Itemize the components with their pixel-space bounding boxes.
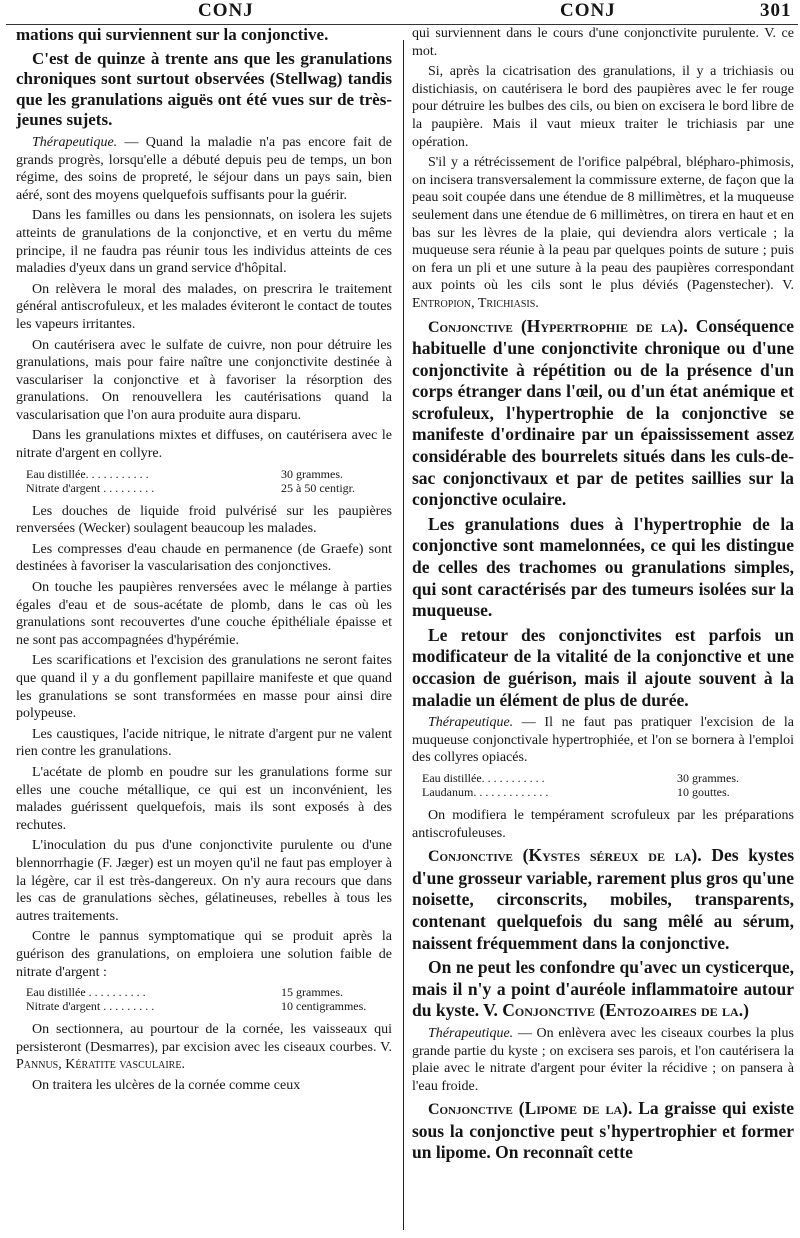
page-number: 301 bbox=[760, 0, 792, 21]
quantity: 15 grammes. bbox=[281, 985, 343, 1000]
entry-subtitle: (Kystes séreux de la). bbox=[512, 845, 702, 866]
paragraph: On modifiera le tempérament scrofuleux par les préparations antiscrofuleuses. bbox=[412, 807, 794, 841]
prescription-row bbox=[16, 467, 392, 481]
paragraph: Contre le pannus symptomatique qui se produit après la guérison des granulations, on emploiera une solution faible de nitrate d'argent : bbox=[16, 929, 392, 980]
ingredient: Eau distillée . . . . . . . . . . bbox=[26, 985, 146, 1000]
entry-hypertrophie bbox=[412, 316, 794, 511]
paragraph: Les caustiques, l'acide nitrique, le nitrate d'argent pur ne valent rien contre les granulations. bbox=[16, 726, 392, 760]
section-label: Thérapeutique. bbox=[428, 715, 514, 731]
paragraph: Les granulations dues à l'hypertrophie de la conjonctive sont mamelonnées, ce qui les distingue de celles des trachomes ou granulations simples, qui sont caractérisés par des tumeurs isolées sur la muqueuse. bbox=[412, 513, 794, 621]
paragraph: On cautérisera avec le sulfate de cuivre, non pour détruire les granulations, mais pour faire naître une conjonctivite destinée à vasculariser la conjonctive et à favoriser la résorption des granulations. On renouvellera les cautérisations quand la vascularisation que l'on aura produite aura disparu. bbox=[16, 337, 392, 423]
prescription-row bbox=[16, 999, 392, 1013]
running-head-left: CONJ bbox=[198, 0, 254, 21]
paragraph bbox=[16, 1021, 392, 1074]
quantity: 30 grammes. bbox=[281, 466, 343, 481]
prescription bbox=[16, 467, 392, 495]
prescription-row bbox=[412, 771, 794, 785]
prescription-row bbox=[16, 481, 392, 495]
paragraph-text: On ne peut les confondre qu'avec un cysticerque, mais il n'y a point d'auréole inflammatoire autour du kyste. V. bbox=[412, 957, 794, 1021]
paragraph bbox=[16, 134, 392, 204]
section-label: Thérapeutique. bbox=[32, 134, 118, 150]
running-head-center: CONJ bbox=[560, 0, 616, 21]
ingredient: Laudanum. . . . . . . . . . . . . bbox=[422, 784, 549, 799]
cross-reference: Pannus, Kératite vasculaire. bbox=[16, 1057, 185, 1073]
paragraph: Le retour des conjonctivites est parfois un modificateur de la vitalité de la conjonctive et une occasion de guérison, mais il ajoute souvent à la maladie un élément de plus de durée. bbox=[412, 624, 794, 710]
paragraph: On relèvera le moral des malades, on prescrira le traitement général antiscrofuleux, et les malades éviteront le contact de toutes les vapeurs irritantes. bbox=[16, 281, 392, 332]
entry-headword: Conjonctive bbox=[428, 1101, 513, 1119]
paragraph bbox=[412, 154, 794, 312]
paragraph: qui surviennent dans le cours d'une conjonctivite purulente. V. ce mot. bbox=[412, 26, 794, 59]
quantity: 10 centigrammes. bbox=[281, 999, 367, 1014]
ingredient: Nitrate d'argent . . . . . . . . . bbox=[26, 999, 155, 1014]
quantity: 10 gouttes. bbox=[677, 784, 730, 799]
cross-reference: Conjonctive (Entozoaires de la.) bbox=[502, 1000, 749, 1021]
paragraph: On touche les paupières renversées avec le mélange à parties égales d'eau et de sous-acétate de plomb, dans le cas où les granulations sont recouvertes d'une couche épithéliale épaisse et ne sont pas accompagnées d'hypérémie. bbox=[16, 580, 392, 648]
entry-subtitle: (Lipome de la). bbox=[512, 1098, 633, 1119]
entry-kystes bbox=[412, 845, 794, 954]
paragraph: Si, après la cicatrisation des granulations, il y a trichiasis ou distichiasis, on cautérisera le bord des paupières avec le fer rouge pour détruire les bulbes des cils, ou bien on excisera le bord libre de la paupière. Mais il vaut mieux traiter le trichiasis par une opération. bbox=[412, 64, 794, 150]
prescription-row bbox=[412, 785, 794, 799]
ingredient: Nitrate d'argent . . . . . . . . . bbox=[26, 480, 155, 495]
quantity: 25 à 50 centigr. bbox=[281, 480, 355, 495]
paragraph-text: — Il ne faut pas pratiquer l'excision de la muqueuse conjonctivale hypertrophiée, et l'on se bornera à l'emploi des collyres opiacés. bbox=[412, 715, 794, 766]
paragraph-text: On sectionnera, au pourtour de la cornée, les vaisseaux qui persisteront (Desmarres), par excision avec les ciseaux courbes. V. bbox=[16, 1022, 392, 1055]
paragraph: L'acétate de plomb en poudre sur les granulations forme sur elles une couche métallique, ce qui est un inconvénient, les malades guérissent quelquefois, mais ils sont exposés à des rechutes. bbox=[16, 764, 392, 833]
quantity: 30 grammes. bbox=[677, 770, 739, 785]
paragraph: Dans les granulations mixtes et diffuses, on cautérisera avec le nitrate d'argent en collyre. bbox=[16, 428, 392, 462]
paragraph: On traitera les ulcères de la cornée comme ceux bbox=[32, 1077, 301, 1093]
paragraph bbox=[412, 1025, 794, 1095]
right-column bbox=[412, 25, 794, 1164]
left-column bbox=[16, 25, 392, 1094]
entry-text: Conséquence habituelle d'une conjonctivite chronique ou d'une conjonctivite à répétition ou de la présence d'un corps étranger dans l'œil, ou d'un état anémique et scrofuleux, l'hypertrophie de la conjonctive se manifeste d'ordinaire par un épaississement assez considérable des bourrelets situés dans les culs-de-sac conjonctivaux et par de petites saillies sur la conjonctive oculaire. bbox=[412, 315, 794, 510]
entry-lipome bbox=[412, 1098, 794, 1164]
paragraph bbox=[412, 714, 794, 767]
entry-headword: Conjonctive bbox=[428, 318, 513, 336]
ingredient: Eau distillée. . . . . . . . . . . bbox=[26, 466, 149, 481]
paragraph-text: S'il y a rétrécissement de l'orifice palpébral, blépharo-phimosis, on incisera transversalement la commissure externe, de façon que la peau soit coupée dans une étendue de 8 millimètres, et la muqueuse seulement dans une étendue de 6 millimètres, on tirera en haut et en bas sur les lèvres de la plaie, qui deviendra alors verticale ; la muqueuse sera réunie à la peau par quelques points de suture ; puis on fera un pli et une suture à la peau des paupières correspondant aux points où les cils sont le plus déviés (Pagenstecher). V. bbox=[412, 155, 794, 294]
entry-subtitle: (Hypertrophie de la). bbox=[512, 315, 688, 336]
paragraph: mations qui surviennent sur la conjonctive. bbox=[16, 25, 329, 44]
section-label: Thérapeutique. bbox=[428, 1025, 514, 1041]
entry-text: La graisse qui existe sous la conjonctive peut s'hypertrophier et former un lipome. On reconnaît cette bbox=[412, 1098, 794, 1163]
prescription-row bbox=[16, 985, 392, 999]
prescription bbox=[412, 771, 794, 799]
paragraph: Les douches de liquide froid pulvérisé sur les paupières renversées (Wecker) soulagent beaucoup les malades. bbox=[16, 503, 392, 537]
paragraph-text: — Quand la maladie n'a pas encore fait de grands progrès, lorsqu'elle a débuté depuis peu de temps, un bon régime, des soins de propreté, le séjour dans un pays sain, bien aéré, sont des moyens quelquefois suffisants pour la guérir. bbox=[16, 134, 392, 203]
paragraph: L'inoculation du pus d'une conjonctivite purulente ou d'une blennorrhagie (F. Jæger) est un moyen qu'il ne faut pas employer à la légère, car il est très-dangereux. On n'y aura recours que dans les cas de granulations sèches, gélatineuses, rebelles à tous les autres traitements. bbox=[16, 838, 392, 924]
column-divider bbox=[403, 40, 404, 1230]
entry-text: Des kystes d'une grosseur variable, rarement plus gros qu'une noisette, circonscrits, mobiles, transparents, contenant quelquefois du sang mêlé au sérum, naissent fréquemment dans la conjonctive. bbox=[412, 845, 794, 953]
paragraph-text: — On enlèvera avec les ciseaux courbes la plus grande partie du kyste ; on excisera ses parois, et l'on cautérisera la plaie avec le nitrate d'argent pour éviter la récidive ; on pansera à l'eau froide. bbox=[412, 1025, 794, 1094]
paragraph: Dans les familles ou dans les pensionnats, on isolera les sujets atteints de granulations de la conjonctive, et en vertu du même principe, il ne faudra pas réunir tous les individus atteints de ces maladies d'yeux dans un grand service d'hôpital. bbox=[16, 208, 392, 277]
paragraph: Les scarifications et l'excision des granulations ne seront faites que quand il y a du gonflement papillaire manifeste et que quand les granulations se sont transformées en masse pour ainsi dire polypeuse. bbox=[16, 653, 392, 722]
paragraph: Les compresses d'eau chaude en permanence (de Graefe) sont destinées à favoriser la vascularisation des conjonctives. bbox=[16, 541, 392, 575]
paragraph: C'est de quinze à trente ans que les granulations chroniques sont surtout observées (Stellwag) tandis que les granulations aiguës ont été vues sur de très-jeunes sujets. bbox=[16, 48, 392, 130]
ingredient: Eau distillée. . . . . . . . . . . bbox=[422, 770, 545, 785]
prescription bbox=[16, 985, 392, 1013]
entry-headword: Conjonctive bbox=[428, 848, 513, 866]
cross-reference: Entropion, Trichiasis. bbox=[412, 295, 539, 311]
paragraph bbox=[412, 957, 794, 1022]
